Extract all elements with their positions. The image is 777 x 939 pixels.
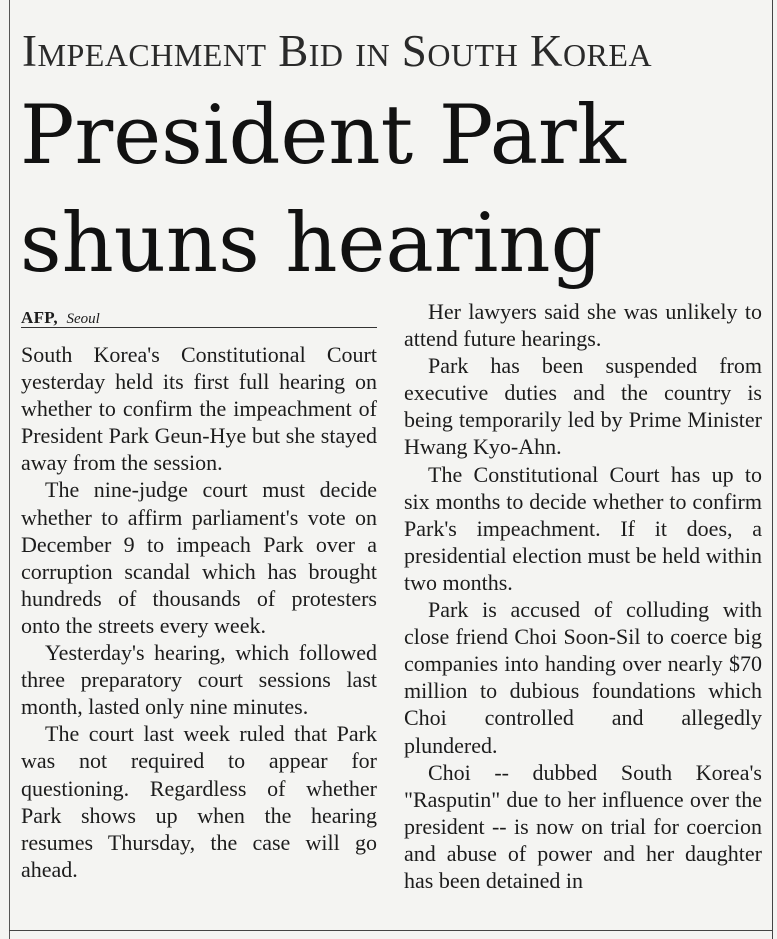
byline [21,299,377,328]
headline-line-2: shuns hearing [20,197,603,291]
article-column-right [404,298,762,894]
paragraph: Yesterday's hearing, which followed three preparatory court sessions last month, lasted only nine minutes. [21,640,377,720]
right-column-rule [772,0,773,939]
left-column-rule [9,0,10,939]
kicker-heading: Impeachment Bid in South Korea [22,26,653,76]
article-column-left [21,299,377,883]
paragraph: Park is accused of colluding with close friend Choi Soon-Sil to coerce big companies into handing over nearly $70 million to dubious foundations which Choi controlled and allegedly plundered. [404,597,762,758]
headline [20,82,760,298]
paragraph: Her lawyers said she was unlikely to attend future hearings. [404,299,762,352]
paragraph: South Korea's Constitutional Court yesterday held its first full hearing on whether to confirm the impeachment of President Park Geun-Hye but she stayed away from the session. [21,342,377,476]
bottom-rule [9,930,772,931]
headline-line-1: President Park [20,89,626,183]
byline-agency: AFP, [21,308,58,327]
paragraph: The court last week ruled that Park was not required to appear for questioning. Regardless of whether Park shows up when the hearing resumes Thursday, the case will go ahead. [21,721,377,882]
byline-dateline: Seoul [66,311,100,327]
paragraph: Choi -- dubbed South Korea's "Rasputin" due to her influence over the president -- is now on trial for coercion and abuse of power and her daughter has been detained in [404,759,762,893]
paragraph: The nine-judge court must decide whether to affirm parliament's vote on December 9 to impeach Park over a corruption scandal which has brought hundreds of thousands of protesters onto the streets every week. [21,477,377,638]
paragraph: The Constitutional Court has up to six months to decide whether to confirm Park's impeachment. If it does, a presidential election must be held within two months. [404,461,762,595]
paragraph: Park has been suspended from executive duties and the country is being temporarily led by Prime Minister Hwang Kyo-Ahn. [404,353,762,460]
